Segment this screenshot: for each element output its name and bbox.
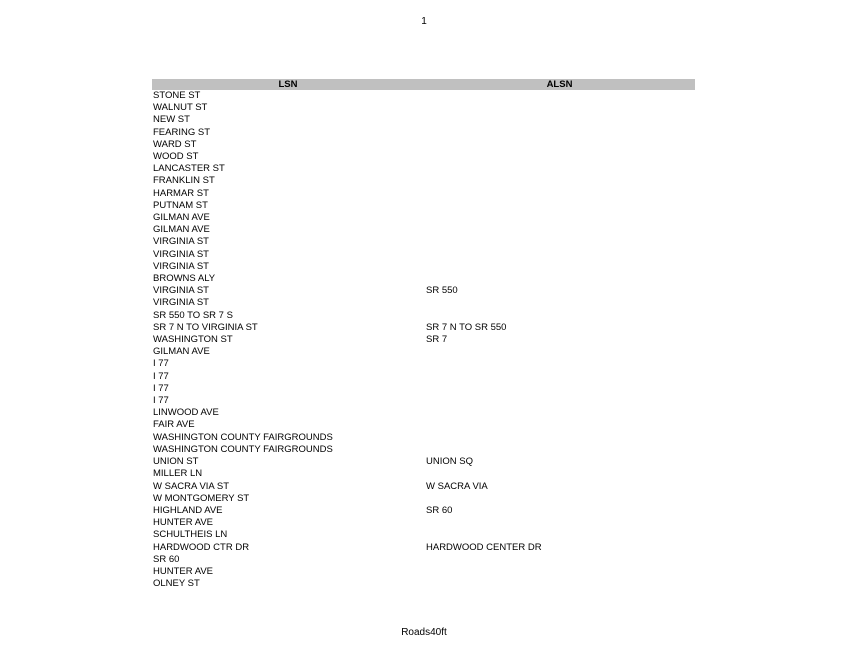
alsn-cell — [424, 297, 695, 309]
lsn-cell: PUTNAM ST — [153, 199, 208, 211]
alsn-cell — [424, 432, 695, 444]
alsn-cell — [424, 395, 695, 407]
table-row — [152, 346, 695, 358]
alsn-cell — [424, 114, 695, 126]
lsn-cell: I 77 — [153, 358, 169, 370]
table-row — [152, 151, 695, 163]
lsn-cell: GILMAN AVE — [153, 212, 210, 224]
lsn-cell: STONE ST — [153, 90, 201, 101]
alsn-cell — [424, 346, 695, 358]
lsn-cell: VIRGINIA ST — [153, 297, 209, 309]
alsn-cell — [424, 371, 695, 383]
lsn-cell: W SACRA VIA ST — [153, 480, 230, 492]
alsn-cell — [424, 566, 695, 578]
lsn-cell: VIRGINIA ST — [153, 260, 209, 272]
lsn-cell: I 77 — [153, 382, 169, 394]
alsn-cell — [424, 444, 695, 456]
lsn-cell: HARDWOOD CTR DR — [153, 541, 250, 553]
table-row — [152, 224, 695, 236]
lsn-cell: WOOD ST — [153, 151, 199, 163]
alsn-cell: SR 550 — [426, 285, 458, 297]
table-row — [152, 310, 695, 322]
table-row — [152, 200, 695, 212]
lsn-cell: HUNTER AVE — [153, 517, 214, 529]
table-row — [152, 273, 695, 285]
lsn-cell: GILMAN AVE — [153, 346, 210, 358]
alsn-cell — [424, 407, 695, 419]
table-row — [152, 419, 695, 431]
table-row — [152, 188, 695, 200]
lsn-cell: OLNEY ST — [153, 578, 200, 590]
table-row — [152, 127, 695, 139]
lsn-cell: WASHINGTON COUNTY FAIRGROUNDS — [153, 431, 333, 443]
lsn-cell: WASHINGTON COUNTY FAIRGROUNDS — [153, 443, 333, 455]
alsn-cell — [424, 517, 695, 529]
alsn-cell — [424, 188, 695, 200]
lsn-column-header: LSN — [152, 79, 424, 90]
table-row — [152, 102, 695, 114]
lsn-cell: WASHINGTON ST — [153, 334, 233, 346]
lsn-cell: VIRGINIA ST — [153, 236, 209, 248]
lsn-cell: WARD ST — [153, 138, 197, 150]
lsn-cell: I 77 — [153, 370, 169, 382]
table-row — [152, 432, 695, 444]
table-row — [152, 468, 695, 480]
alsn-cell — [424, 310, 695, 322]
alsn-cell — [424, 224, 695, 236]
alsn-cell — [424, 358, 695, 370]
table-row — [152, 444, 695, 456]
table-row — [152, 358, 695, 370]
alsn-cell: SR 7 — [426, 334, 448, 346]
lsn-cell: WALNUT ST — [153, 102, 208, 114]
table-row — [152, 175, 695, 187]
lsn-cell: VIRGINIA ST — [153, 285, 209, 297]
alsn-cell: W SACRA VIA — [426, 480, 488, 492]
table-body — [152, 90, 695, 590]
alsn-cell — [424, 261, 695, 273]
alsn-cell — [424, 383, 695, 395]
table-row — [152, 249, 695, 261]
alsn-cell: SR 7 N TO SR 550 — [426, 321, 507, 333]
table-row — [152, 236, 695, 248]
alsn-cell: HARDWOOD CENTER DR — [426, 541, 542, 553]
alsn-cell — [424, 554, 695, 566]
table-row — [152, 517, 695, 529]
table-row — [152, 139, 695, 151]
table-row — [152, 407, 695, 419]
lsn-cell: MILLER LN — [153, 468, 203, 480]
alsn-cell: UNION SQ — [426, 456, 473, 468]
table-header-row — [152, 79, 695, 90]
table-row — [152, 395, 695, 407]
lsn-cell: SR 7 N TO VIRGINIA ST — [153, 321, 258, 333]
table-row — [152, 114, 695, 126]
lsn-cell: HARMAR ST — [153, 187, 209, 199]
lsn-cell: LANCASTER ST — [153, 163, 225, 175]
lsn-cell: HIGHLAND AVE — [153, 504, 223, 516]
street-name-table — [152, 79, 695, 590]
alsn-cell — [424, 151, 695, 163]
alsn-column-header: ALSN — [424, 79, 695, 90]
alsn-cell — [424, 102, 695, 114]
page-number: 1 — [421, 16, 427, 27]
alsn-cell: SR 60 — [426, 504, 453, 516]
lsn-cell: UNION ST — [153, 456, 199, 468]
table-row — [152, 456, 695, 468]
lsn-cell: HUNTER AVE — [153, 565, 214, 577]
table-row — [152, 481, 695, 493]
table-row — [152, 285, 695, 297]
lsn-cell: VIRGINIA ST — [153, 248, 209, 260]
report-footer: Roads40ft — [401, 627, 447, 638]
table-row — [152, 529, 695, 541]
lsn-cell: SR 60 — [153, 553, 180, 565]
table-row — [152, 578, 695, 590]
alsn-cell — [424, 212, 695, 224]
lsn-cell: SCHULTHEIS LN — [153, 529, 228, 541]
alsn-cell — [424, 419, 695, 431]
table-row — [152, 322, 695, 334]
table-row — [152, 554, 695, 566]
lsn-cell: GILMAN AVE — [153, 224, 210, 236]
table-row — [152, 566, 695, 578]
table-row — [152, 505, 695, 517]
lsn-cell: FAIR AVE — [153, 419, 195, 431]
alsn-cell — [424, 139, 695, 151]
table-row — [152, 334, 695, 346]
lsn-cell: LINWOOD AVE — [153, 407, 219, 419]
alsn-cell — [424, 493, 695, 505]
alsn-cell — [424, 175, 695, 187]
table-row — [152, 212, 695, 224]
lsn-cell: W MONTGOMERY ST — [153, 492, 250, 504]
table-row — [152, 493, 695, 505]
table-row — [152, 371, 695, 383]
alsn-cell — [424, 200, 695, 212]
table-row — [152, 163, 695, 175]
alsn-cell — [424, 249, 695, 261]
alsn-cell — [424, 163, 695, 175]
lsn-cell: FRANKLIN ST — [153, 175, 215, 187]
alsn-cell — [424, 127, 695, 139]
alsn-cell — [424, 90, 695, 102]
alsn-cell — [424, 529, 695, 541]
alsn-cell — [424, 236, 695, 248]
table-row — [152, 297, 695, 309]
table-row — [152, 383, 695, 395]
lsn-cell: BROWNS ALY — [153, 273, 216, 285]
alsn-cell — [424, 578, 695, 590]
table-row — [152, 542, 695, 554]
lsn-cell: SR 550 TO SR 7 S — [153, 309, 233, 321]
table-row — [152, 90, 695, 102]
lsn-cell: I 77 — [153, 395, 169, 407]
alsn-cell — [424, 468, 695, 480]
lsn-cell: NEW ST — [153, 114, 190, 126]
alsn-cell — [424, 273, 695, 285]
table-row — [152, 261, 695, 273]
lsn-cell: FEARING ST — [153, 126, 211, 138]
